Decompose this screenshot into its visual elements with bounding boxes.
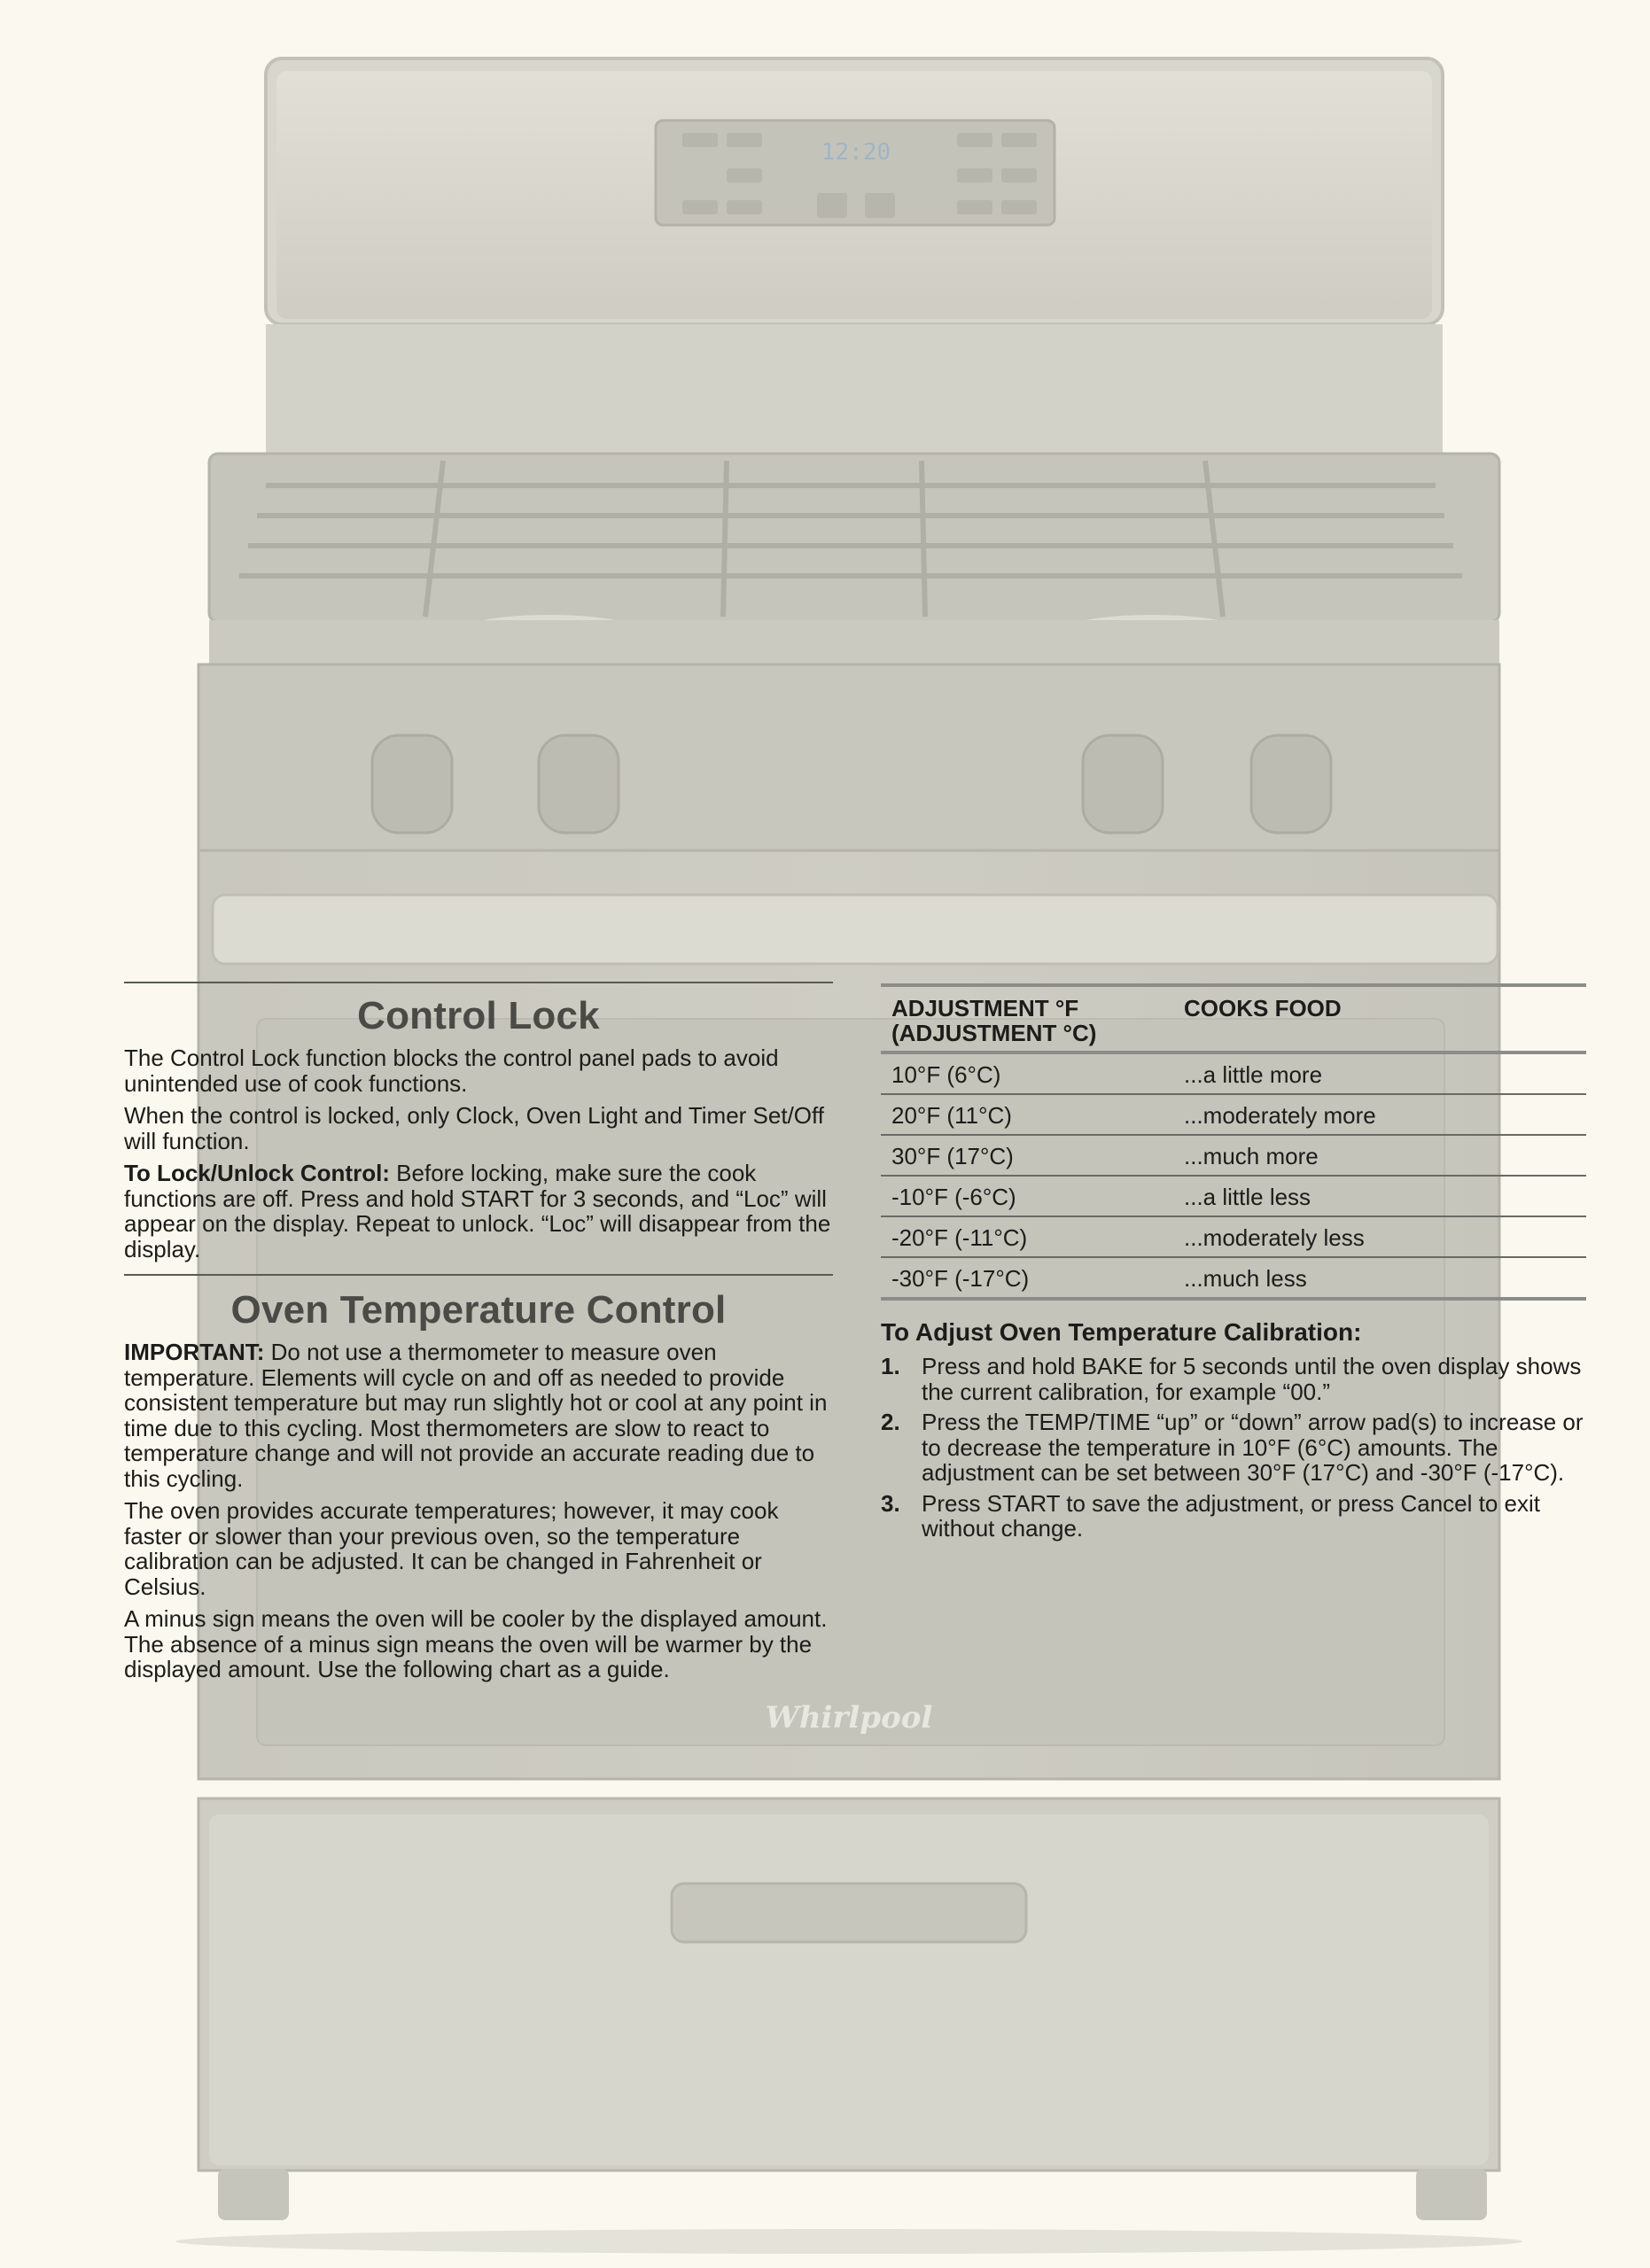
table-row — [881, 1176, 1586, 1216]
adjustment-header: ADJUSTMENT °F (ADJUSTMENT °C) — [891, 995, 1097, 1046]
table-row — [881, 1216, 1586, 1257]
list-item: 1. Press and hold BAKE for 5 seconds until the oven display shows the current calibration, for example “00.” — [881, 1353, 1582, 1405]
table-row — [881, 1257, 1586, 1299]
adjustment-cell: 10°F (6°C) — [891, 1061, 1001, 1088]
left-column — [124, 982, 833, 1689]
knob-icon — [372, 735, 452, 833]
lock-unlock-text: Before locking, make sure the cook functions are off. Press and hold START for 3 seconds, and “Loc” will appear on the display. Repeat to unlock. “Loc” will disappear from the display. — [124, 1160, 831, 1262]
adjustment-cell: 30°F (17°C) — [891, 1143, 1014, 1169]
cooks-cell: ...moderately less — [1184, 1224, 1365, 1251]
cooks-cell: ...moderately more — [1184, 1102, 1376, 1129]
knob-icon — [1083, 735, 1163, 833]
cooks-cell: ...much more — [1184, 1143, 1319, 1169]
drawer-handle — [672, 1884, 1026, 1942]
control-lock-p3 — [124, 1161, 833, 1262]
control-lock-heading: Control Lock — [357, 994, 600, 1037]
table-row — [881, 1135, 1586, 1176]
list-item: 2. Press the TEMP/TIME “up” or “down” arrow pad(s) to increase or to decrease the temperature in 10°F (6°C) amounts. The adjustment can be set between 30°F (17°C) and -30°F (-17°C). — [881, 1409, 1584, 1486]
calibration-heading: To Adjust Oven Temperature Calibration: — [881, 1318, 1362, 1346]
knob-icon — [1251, 735, 1331, 833]
control-lock-p1: The Control Lock function blocks the control panel pads to avoid unintended use of cook functions. — [124, 1045, 779, 1097]
oven-temp-p3: A minus sign means the oven will be cooler by the displayed amount. The absence of a minus sign means the oven will be warmer by the displayed amount. Use the following chart as a guide. — [124, 1605, 828, 1682]
adjustment-cell: -20°F (-11°C) — [891, 1224, 1028, 1251]
door-handle — [213, 895, 1498, 964]
important-paragraph — [124, 1340, 833, 1491]
calibration-steps — [881, 1354, 1586, 1542]
cooks-cell: ...a little less — [1184, 1184, 1311, 1210]
section-rule — [124, 1274, 833, 1276]
cooks-cell: ...a little more — [1184, 1061, 1323, 1088]
list-item: 3. Press START to save the adjustment, or press Cancel to exit without change. — [881, 1489, 1540, 1542]
adjustment-cell: -10°F (-6°C) — [891, 1184, 1016, 1210]
adjustment-cell: -30°F (-17°C) — [891, 1265, 1030, 1292]
cooks-food-header: COOKS FOOD — [1184, 995, 1342, 1021]
adjustment-table — [881, 983, 1586, 1301]
table-row — [881, 1052, 1586, 1094]
control-lock-p2: When the control is locked, only Clock, Oven Light and Timer Set/Off will function. — [124, 1102, 825, 1154]
knob-icon — [539, 735, 619, 833]
important-label: IMPORTANT: — [124, 1339, 265, 1365]
adjustment-cell: 20°F (11°C) — [891, 1102, 1012, 1129]
lock-unlock-label: To Lock/Unlock Control: — [124, 1160, 390, 1186]
brand-logo: Whirlpool — [765, 1700, 933, 1736]
table-header-row — [881, 985, 1586, 1052]
right-column — [881, 983, 1586, 1547]
table-row — [881, 1094, 1586, 1135]
cooktop-grates — [209, 454, 1499, 622]
section-rule — [124, 982, 833, 983]
oven-temp-heading: Oven Temperature Control — [230, 1288, 727, 1332]
cooks-cell: ...much less — [1184, 1265, 1307, 1292]
clock-display: 12:20 — [821, 139, 891, 166]
important-text: Do not use a thermometer to measure oven temperature. Elements will cycle on and off as needed to provide consistent temperature but may run slightly hot or cool at any point in time due to this cycling. Most thermometers are slow to react to temperature change and will not provide an accurate reading due to this cycling. — [124, 1339, 828, 1492]
oven-temp-p2: The oven provides accurate temperatures; however, it may cook faster or slower than your previous oven, so the temperature calibration can be adjusted. It can be changed in Fahrenheit or Celsius. — [124, 1497, 779, 1600]
